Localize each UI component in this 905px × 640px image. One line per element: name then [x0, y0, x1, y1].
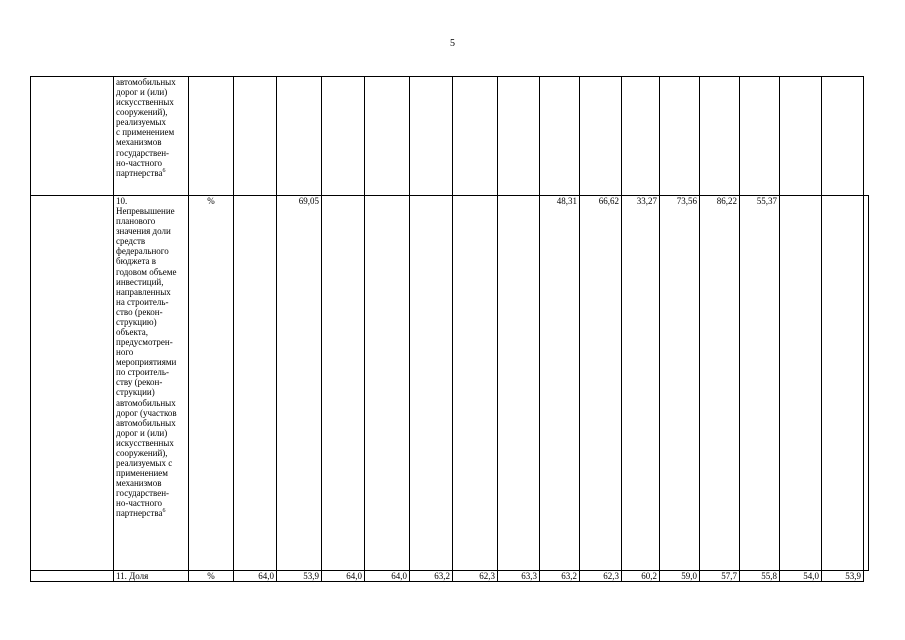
value-cell	[864, 196, 869, 571]
name-line: планового	[116, 216, 156, 227]
value-cell	[277, 77, 322, 196]
unit-cell: %	[189, 571, 234, 582]
value-cell	[410, 77, 453, 196]
value-cell: 62,3	[453, 571, 498, 582]
table-row	[31, 196, 869, 571]
value-cell	[622, 77, 660, 196]
name-line: реализуемых	[116, 117, 166, 128]
name-line: сооружений),	[116, 447, 168, 458]
name-line: ство (рекон-	[116, 306, 163, 317]
value-cell	[234, 196, 277, 571]
name-line: на строитель-	[116, 296, 169, 307]
value-cell	[498, 77, 540, 196]
name-line: государствен-	[116, 488, 170, 499]
blank-cell	[31, 571, 114, 582]
value-cell: 73,56	[660, 196, 700, 571]
name-line: механизмов	[116, 478, 162, 489]
value-cell: 59,0	[660, 571, 700, 582]
value-cell: 62,3	[580, 571, 622, 582]
value-cell	[234, 77, 277, 196]
value-cell	[540, 77, 580, 196]
name-line: объекта,	[116, 327, 149, 338]
value-cell	[780, 196, 822, 571]
value-cell: 48,31	[540, 196, 580, 571]
name-line: струкцию)	[116, 316, 157, 327]
name-line: 10.	[116, 196, 128, 206]
value-cell	[410, 196, 453, 571]
name-line	[116, 508, 186, 518]
value-cell: 55,37	[740, 196, 780, 571]
value-cell	[580, 77, 622, 196]
value-cell	[700, 77, 740, 196]
value-cell	[322, 196, 365, 571]
name-line: предусмотрен-	[116, 337, 173, 348]
value-cell	[365, 196, 410, 571]
name-line-text: партнерства	[116, 167, 163, 178]
unit-cell	[189, 77, 234, 196]
name-line: инвестиций,	[116, 276, 164, 287]
name-line-text: партнерства	[116, 508, 163, 519]
name-line: но-частного	[116, 498, 163, 509]
name-line: Непревышение	[116, 206, 175, 217]
name-line: бюджета в	[116, 256, 157, 267]
blank-cell	[31, 196, 114, 571]
name-line: направленных	[116, 286, 171, 297]
value-cell	[822, 77, 864, 196]
name-line: годовом объеме	[116, 266, 177, 277]
page-number: 5	[450, 38, 455, 49]
name-line: ного	[116, 347, 134, 358]
name-line: применением	[116, 468, 168, 479]
value-cell	[365, 77, 410, 196]
indicator-name-cell	[114, 571, 189, 582]
footnote-mark: 6	[162, 167, 166, 174]
name-line: автомобильных	[116, 77, 176, 87]
name-line: с применением	[116, 127, 175, 138]
name-line: дорог и (или)	[116, 427, 168, 438]
value-cell: 55,8	[740, 571, 780, 582]
value-cell: 57,7	[700, 571, 740, 582]
value-cell: 63,3	[498, 571, 540, 582]
name-line: механизмов	[116, 137, 162, 148]
name-line: мероприятиями	[116, 357, 177, 368]
value-cell	[453, 196, 498, 571]
value-cell	[322, 77, 365, 196]
name-line: струкции)	[116, 387, 155, 398]
name-line	[116, 168, 186, 178]
table-row	[31, 77, 869, 196]
value-cell	[453, 77, 498, 196]
value-cell	[822, 196, 864, 571]
indicator-name-cell	[114, 77, 189, 196]
indicator-name-cell	[114, 196, 189, 571]
name-line: государствен-	[116, 147, 170, 158]
name-line: но-частного	[116, 157, 163, 168]
name-line: дорог и (или)	[116, 87, 168, 98]
name-line: реализуемых с	[116, 458, 173, 469]
name-line: автомобильных	[116, 397, 176, 408]
name-line: 11. Доля	[116, 571, 149, 581]
name-line: ству (рекон-	[116, 377, 163, 388]
name-line: искусственных	[116, 437, 174, 448]
value-cell	[780, 77, 822, 196]
blank-cell	[31, 77, 114, 196]
name-line: сооружений),	[116, 107, 168, 118]
table-row	[31, 571, 869, 582]
name-line: по строитель-	[116, 367, 169, 378]
footnote-mark: 6	[162, 508, 166, 515]
name-line: автомобильных	[116, 417, 176, 428]
name-line: искусственных	[116, 97, 174, 108]
value-cell: 60,2	[622, 571, 660, 582]
name-line: средств	[116, 236, 146, 247]
indicator-table	[30, 76, 869, 582]
value-cell: 69,05	[277, 196, 322, 571]
name-line: дорог (участков	[116, 407, 177, 418]
value-cell: 53,9	[822, 571, 864, 582]
value-cell: 64,0	[322, 571, 365, 582]
value-cell: 53,9	[277, 571, 322, 582]
value-cell	[740, 77, 780, 196]
value-cell: 63,2	[410, 571, 453, 582]
name-line: значения доли	[116, 226, 171, 237]
value-cell	[660, 77, 700, 196]
value-cell	[498, 196, 540, 571]
value-cell: 64,0	[234, 571, 277, 582]
value-cell: 86,22	[700, 196, 740, 571]
name-line: федерального	[116, 246, 169, 257]
value-cell: 33,27	[622, 196, 660, 571]
value-cell: 64,0	[365, 571, 410, 582]
value-cell: 63,2	[540, 571, 580, 582]
unit-cell: %	[189, 196, 234, 571]
value-cell: 66,62	[580, 196, 622, 571]
value-cell: 54,0	[780, 571, 822, 582]
